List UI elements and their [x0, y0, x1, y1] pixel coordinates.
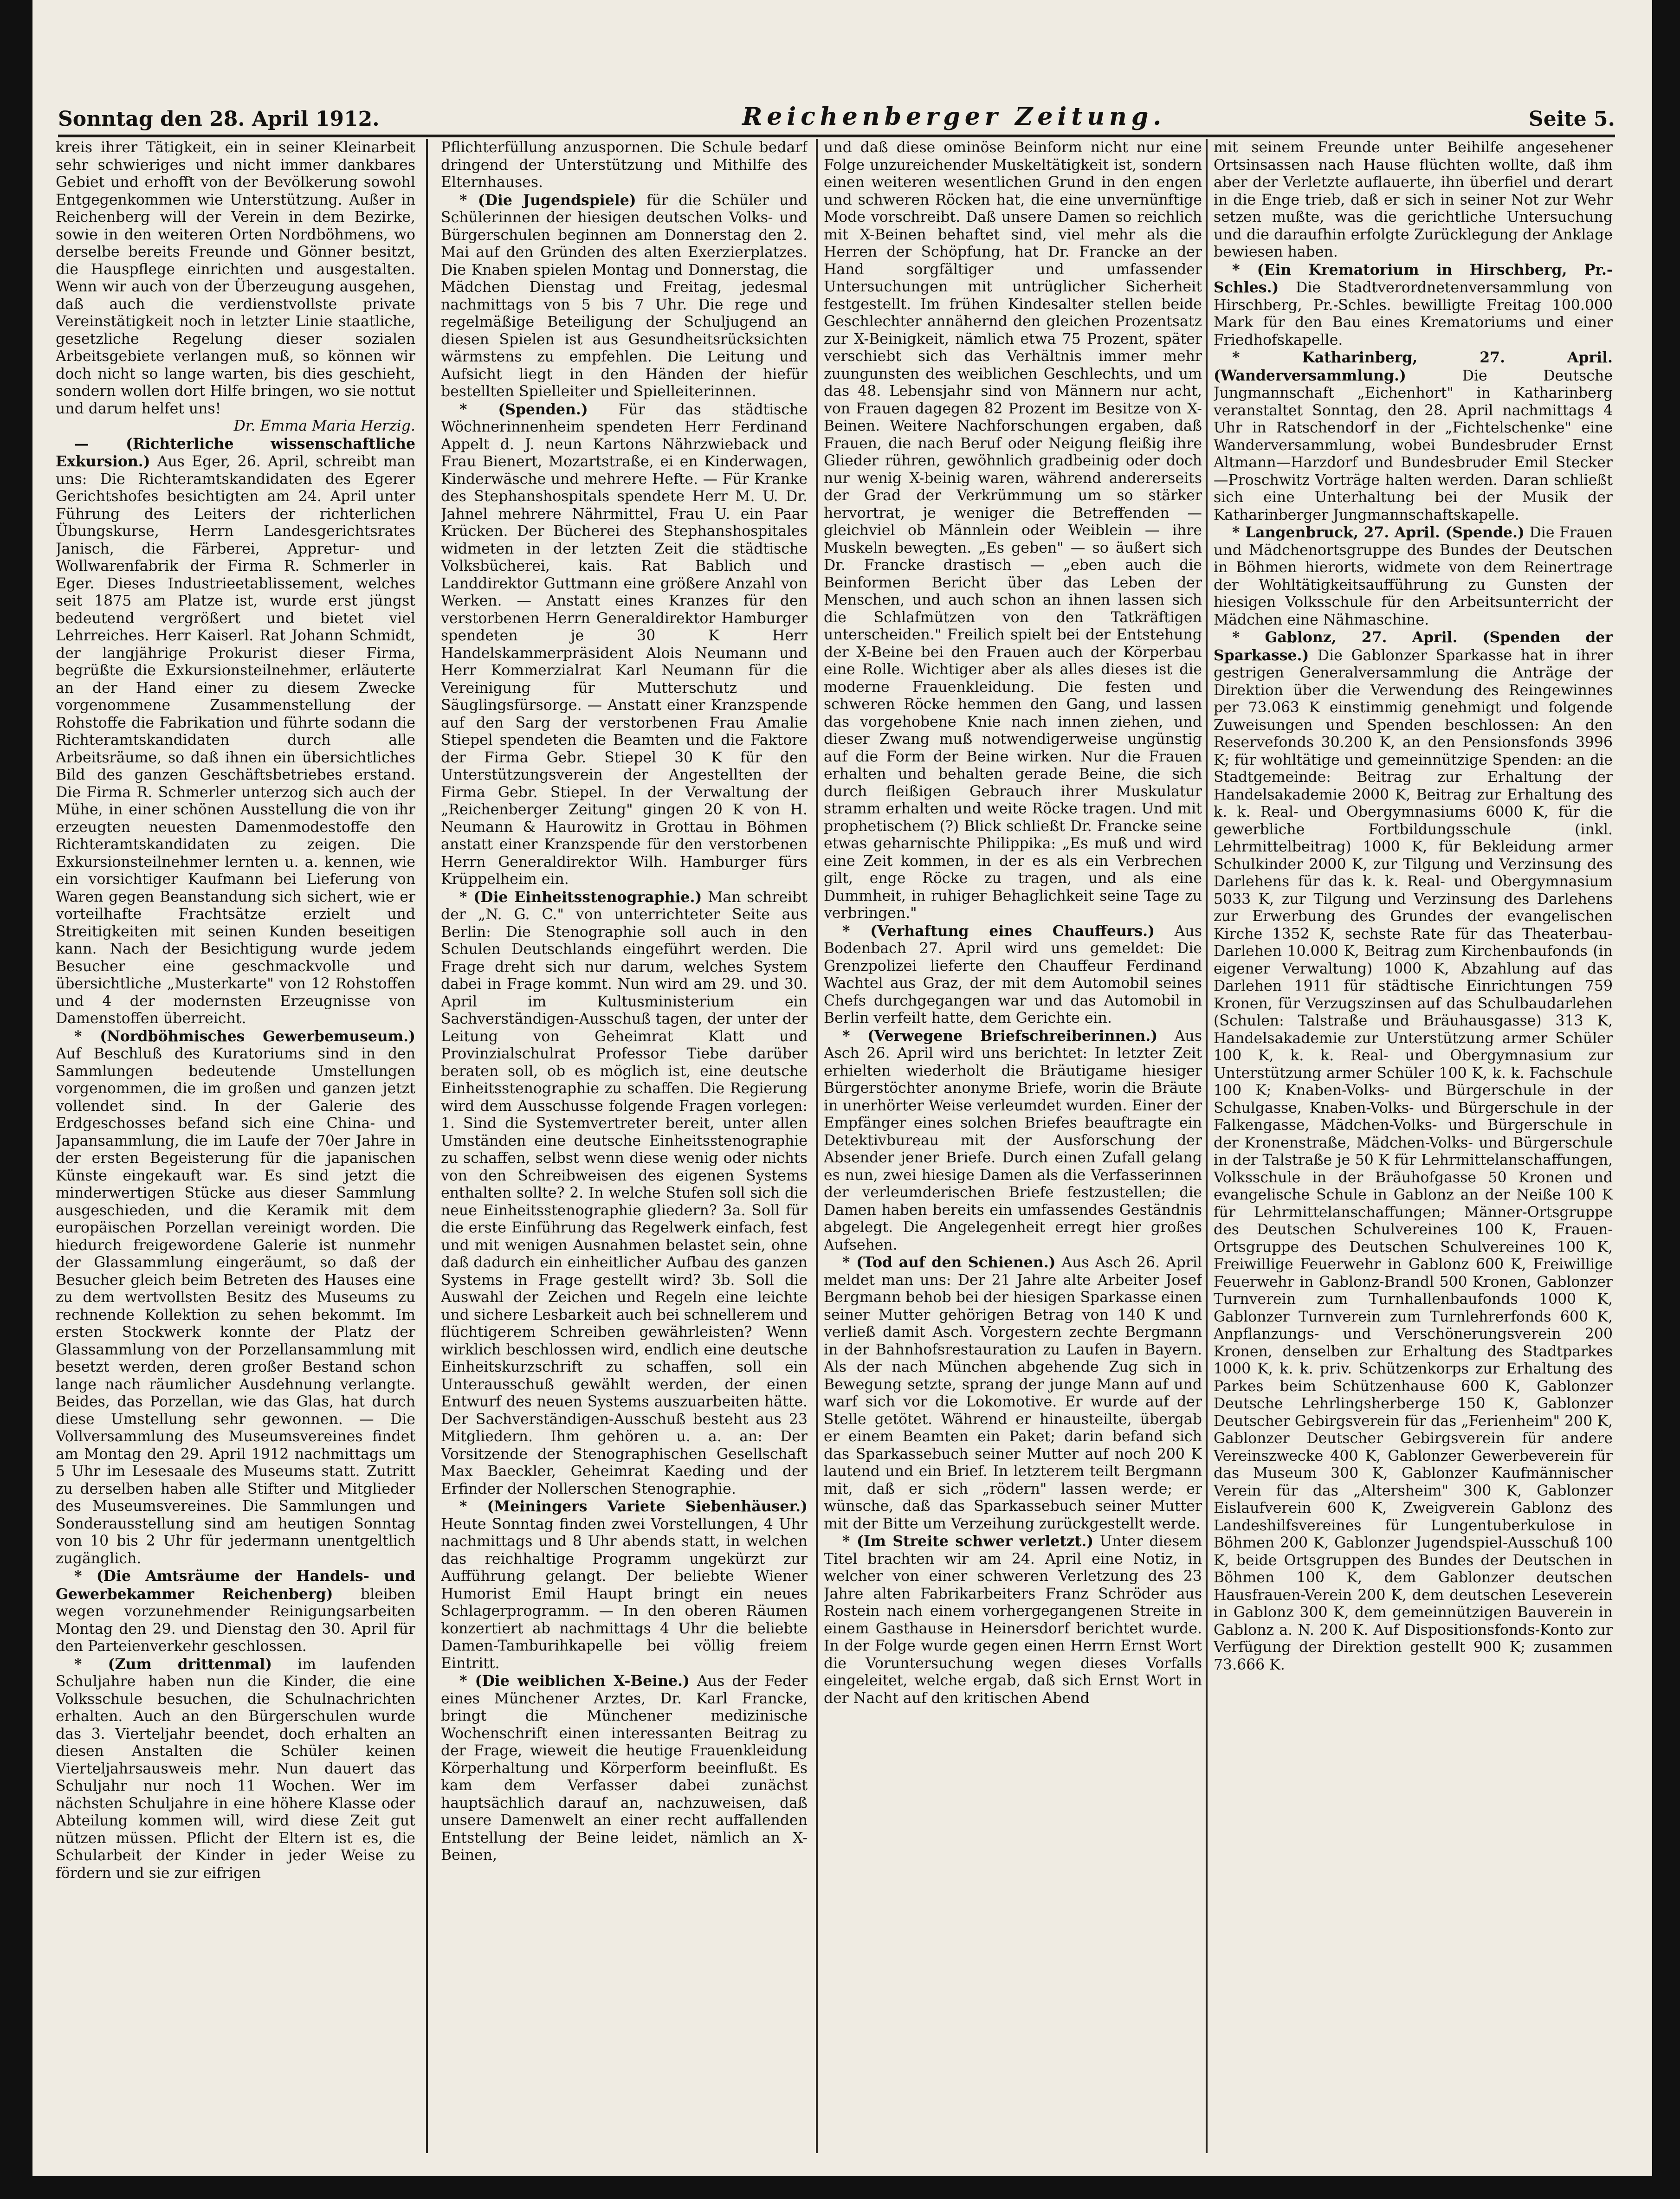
article-heading: * (Die Jugendspiele) [459, 191, 636, 209]
article-heading: * (Verwegene Briefschreiberinnen.) [842, 1027, 1158, 1045]
article-heading: — (Richterliche wissenschaftliche Exkursion.) [56, 435, 415, 470]
article-heading: * Gablonz, 27. April. (Spenden der Sparkasse.) [1214, 629, 1613, 664]
article-heading: * (Nordböhmisches Gewerbemuseum.) [74, 1027, 415, 1045]
article-heading: * (Spenden.) [459, 400, 588, 418]
scan-border-left [0, 0, 32, 2199]
article-text: Aus Bodenbach 27. April wird uns gemeldet: Die Grenzpolizei lieferte den Chauffeur Ferdinand Wachtel aus Graz, der mit dem Automobil seines Chefs durchgegangen war und das Automobil in Berlin verfeilt hatte, dem Gerichte ein. [824, 922, 1202, 1026]
article-text: Man schreibt der „N. G. C." von unterrichteter Seite aus Berlin: Die Stenographie soll auch in den Schulen Deutschlands eingeführt werden. Die Frage dreht sich nur darum, welches System dabei in Frage kommt. Nun wird am 29. und 30. April im Kultusministerium ein Sachverständigen-Ausschuß tagen, der unter der Leitung von Geheimrat Klatt und Provinzialschulrat Professor Tiebe darüber beraten soll, ob es möglich ist, eine deutsche Einheitsstenographie zu schaffen. Die Regierung wird dem Ausschusse folgende Fragen vorlegen: 1. Sind die Systemvertreter bereit, unter allen Umständen eine deutsche Einheitsstenographie zu schaffen, selbst wenn diese wenig oder nichts von den Schreibweisen des eigenen Systems enthalten sollte? 2. In welche Stufen soll sich die neue Einheitsstenographie gliedern? 3a. Soll für die erste Einführung das Regelwerk einfach, fest und mit wenigen Ausnahmen belastet sein, ohne daß dadurch ein einheitlicher Aufbau des ganzen Systems in Frage gestellt wird? 3b. Soll die Auswahl der Zeichen und Regeln eine leichte und sichere Lesbarkeit auch bei schnellerem und flüchtigerem Schreiben gewährleisten? Wenn wirklich beschlossen wird, endlich eine deutsche Einheitskurzschrift zu schaffen, soll ein Unterausschuß gewählt werden, der einen Entwurf des neuen Systems auszuarbeiten hätte. Der Sachverständigen-Ausschuß besteht aus 23 Mitgliedern. Ihm gehören u. a. an: Der Vorsitzende der Stenographischen Gesellschaft Max Baeckler, Geheimrat Kaeding und der Erfinder der Nollerschen Stenographie. [441, 889, 808, 1497]
article-paragraph [824, 1254, 1202, 1533]
article-text: Aus Eger, 26. April, schreibt man uns: Die Richteramtskandidaten des Egerer Gerichtshofes besichtigten am 24. April unter Führung des Leiters der richterlichen Übungskurse, Herrn Landesgerichtsrates Janisch, die Färberei, Appretur- und Wollwarenfabrik der Firma R. Schmerler in Eger. Dieses Industrieetablissement, welches seit 1875 am Platze ist, wurde erst jüngst bedeutend vergrößert und bietet viel Lehrreiches. Herr Kaiserl. Rat Johann Schmidt, der langjährige Prokurist dieser Firma, begrüßte die Exkursionsteilnehmer, erläuterte an der Hand einer zu diesem Zwecke vorgenommene Zusammenstellung der Rohstoffe die Fabrikation und führte sodann die Richteramtskandidaten durch alle Arbeitsräume, so daß ihnen ein übersichtliches Bild des ganzen Geschäftsbetriebes erstand. Die Firma R. Schmerler unterzog sich auch der Mühe, in einer schönen Ausstellung die von ihr erzeugten neuesten Damenmodestoffe den Richteramtskandidaten zu zeigen. Die Exkursionsteilnehmer lernten u. a. kennen, wie ein vorsichtiger Kaufmann bei Lieferung von Waren gegen Beanstandung sich sichert, wie er vorteilhafte Frachtsätze erzielt und Streitigkeiten mit seinen Kunden beseitigen kann. Nach der Besichtigung wurde jedem Besucher eine geschmackvolle und übersichtliche „Musterkarte" von 12 Rohstoffen und 4 der modernsten Erzeugnisse von Damenstoffen überreicht. [56, 453, 415, 1027]
article-paragraph [1214, 261, 1613, 349]
article-text: kreis ihrer Tätigkeit, ein in seiner Kleinarbeit sehr schwieriges und nicht immer dankbares Gebiet und erhofft von der Bevölkerung sowohl Entgegenkommen wie Unterstützung. Außer in Reichenberg will der Verein in dem Bezirke, sowie in den weiteren Orten Nordböhmens, wo derselbe bereits Freunde und Gönner besitzt, die Hauspflege einrichten und ausgestalten. Wenn wir auch von der Überzeugung ausgehen, daß auch die verdienstvollste private Vereinstätigkeit noch in letzter Linie staatliche, gesetzliche Regelung dieser sozialen Arbeitsgebiete verlangen muß, so können wir doch nicht so lange warten, bis dies geschieht, sondern wollen dort Hilfe bringen, wo sie nottut und darum helfet uns! [56, 139, 415, 417]
article-text: Auf Beschluß des Kuratoriums sind in den Sammlungen bedeutende Umstellungen vorgenommen, die im großen und ganzen jetzt vollendet sind. In der Galerie des Erdgeschosses befand sich eine China- und Japansammlung, die im Laufe der 70er Jahre in der ersten Begeisterung für die japanischen Künste eingekauft war. Es sind jetzt die minderwertigen Stücke aus dieser Sammlung ausgeschieden, und die Keramik mit dem europäischen Porzellan vereinigt worden. Die hiedurch freigewordene Galerie ist nunmehr der Glassammlung eingeräumt, so daß der Besucher gleich beim Betreten des Hauses eine zu dem wertvollsten Besitz des Museums zu rechnende Kollektion zu sehen bekommt. Im ersten Stockwerk konnte der Platz der Glassammlung von der Porzellansammlung mit besetzt werden, deren großer Bestand schon lange nach räumlicher Ausdehnung verlangte. Beides, das Porzellan, wie das Glas, hat durch diese Umstellung sehr gewonnen. — Die Vollversammlung des Museumsvereines findet am Montag den 29. April 1912 nachmittags um 5 Uhr im Lesesaale des Museums statt. Zutritt zu derselben haben alle Stifter und Mitglieder des Museumsvereines. Die Sammlungen und Sonderausstellung sind am heutigen Sonntag von 10 bis 2 Uhr für jedermann unentgeltlich zugänglich. [56, 1045, 415, 1567]
column-divider [816, 139, 818, 2153]
article-heading: * (Verhaftung eines Chauffeurs.) [842, 922, 1155, 940]
article-heading: * (Meiningers Variete Siebenhäuser.) [459, 1498, 808, 1515]
article-text: Die Deutsche Jungmannschaft „Eichenhort" in Katharinberg veranstaltet Sonntag, den 28. April nachmittags 4 Uhr in Ratschendorf in der „Fichtelschenke" eine Wanderversammlung, wobei Bundesbruder Ernst Altmann—Harzdorf und Bundesbruder Emil Stecker—Proschwitz Vorträge halten werden. Daran schließt sich eine Unterhaltung bei der Musik der Katharinberger Jungmannschaftskapelle. [1214, 367, 1613, 523]
article-heading: * Langenbruck, 27. April. (Spende.) [1232, 524, 1525, 541]
article-text: Die Gablonzer Sparkasse hat in ihrer gestrigen Generalversammlung die Anträge der Direktion über die Verwendung des Reingewinnes per 73.063 K einstimmig genehmigt und folgende Zuweisungen und Spenden beschlossen: An den Reservefonds 30.200 K, an den Pensionsfonds 3996 K; für wohltätige und gemeinnützige Spenden: an die Stadtgemeinde: Beitrag zur Erhaltung der Handelsakademie 2000 K, Beitrag zur Erhaltung des k. k. Real- und Obergymnasiums 6000 K, für die gewerbliche Fortbildungsschule (inkl. Lehrmittelbeitrag) 1000 K, für Bekleidung armer Schulkinder 2000 K, zur Tilgung und Verzinsung des Darlehens für das k. k. Real- und Obergymnasium 5033 K, zur Tilgung und Verzinsung des Darlehens zur Erwerbung des Grundes der evangelischen Kirche 1352 K, sechste Rate für das Theaterbau-Darlehen 10.000 K, Beitrag zum Kirchenbaufonds (in eigener Verwaltung) 1000 K, Abzahlung auf das Darlehen 1911 für städtische Einrichtungen 759 Kronen, für Verzugszinsen auf das Schulbaudarlehen (Schulen: Talstraße und Bräuhausgasse) 313 K, Handelsakademie zur Unterstützung armer Schüler 100 K, k. k. Real- und Obergymnasium zur Unterstützung armer Schüler 100 K, k. k. Fachschule 100 K; Knaben-Volks- und Bürgerschule in der Schulgasse, Knaben-Volks- und Bürgerschule in der Falkengasse, Mädchen-Volks- und Bürgerschule in der Kronenstraße, Mädchen-Volks- und Bürgerschule in der Talstraße je 50 K für Lehrmittelanschaffungen, Volksschule in der Bräuhofgasse 50 Kronen und evangelische Schule in Gablonz an der Neiße 100 K für Lehrmittelanschaffungen; Männer-Ortsgruppe des Deutschen Schulvereines 100 K, Frauen-Ortsgruppe des Deutschen Schulvereines 100 K, Freiwillige Feuerwehr in Gablonz 600 K, Freiwillige Feuerwehr in Gablonz-Brandl 500 Kronen, Gablonzer Turnverein zum Turnhallenbaufonds 1000 K, Gablonzer Turnverein zum Turnlehrerfonds 600 K, Anpflanzungs- und Verschönerungsverein 200 Kronen, denselben zur Erhaltung des Stadtparkes 1000 K, k. k. priv. Schützenkorps zur Erhaltung des Parkes beim Schützenhause 600 K, Gablonzer Deutsche Lehrlingsherberge 150 K, Gablonzer Deutscher Gebirgsverein für das „Ferienheim" 200 K, Gablonzer Deutscher Gebirgsverein für andere Vereinszwecke 400 K, Gablonzer Gewerbeverein für das Museum 300 K, Gablonzer Kaufmännischer Verein für das „Altersheim" 300 K, Gablonzer Eislaufverein 600 K, Zweigverein Gablonz des Landeshilfsvereines für Lungentuberkulose in Böhmen 200 K, Gablonzer Jugendspiel-Ausschuß 100 K, beide Ortsgruppen des Bundes der Deutschen in Böhmen 100 K, dem Gablonzer deutschen Hausfrauen-Verein 200 K, dem deutschen Leseverein in Gablonz 300 K, dem gemeinnützigen Bauverein in Gablonz a. N. 200 K. Auf Dispositionsfonds-Konto zur Verfügung der Direktion gestellt 900 K; zusammen 73.666 K. [1214, 647, 1613, 1673]
article-text: Heute Sonntag finden zwei Vorstellungen, 4 Uhr nachmittags und 8 Uhr abends statt, in welchen das reichhaltige Programm ungekürzt zur Aufführung gelangt. Der beliebte Wiener Humorist Emil Haupt bringt ein neues Schlagerprogramm. — In den oberen Räumen konzertiert ab nachmittags 4 Uhr die beliebte Damen-Tamburihkapelle bei völlig freiem Eintritt. [441, 1515, 808, 1672]
article-paragraph [441, 139, 808, 192]
article-text: Dr. Emma Maria Herzig. [233, 418, 415, 434]
article-signature [56, 418, 415, 435]
page-number: Seite 5. [1528, 107, 1615, 131]
article-text: Aus Asch 26. April meldet man uns: Der 21 Jahre alte Arbeiter Josef Bergmann behob bei der hiesigen Sparkasse einen seiner Mutter gehörigen Betrag von 140 K und verließ damit Asch. Vorgestern zechte Bergmann in der Bahnhofsrestauration zu Laufen in Bayern. Als der nach München abgehende Zug sich in Bewegung setzte, sprang der junge Mann auf und warf sich vor die Lokomotive. Er wurde auf der Stelle getötet. Während er hinausteilte, übergab er einem Beamten ein Paket; darin befand sich das Sparkassebuch seiner Mutter auf noch 200 K lautend und ein Brief. In letzterem teilt Bergmann mit, daß er sich „rödern" lassen werde; er wünsche, daß das Sparkassebuch seiner Mutter mit der Bitte um Verzeihung zurückgestellt werde. [824, 1254, 1202, 1532]
column-1 [56, 139, 415, 2153]
article-paragraph [441, 1672, 808, 1864]
article-paragraph [56, 139, 415, 418]
article-text: Pflichterfüllung anzuspornen. Die Schule bedarf dringend der Unterstützung und Mithilfe des Elternhauses. [441, 139, 808, 191]
article-paragraph [1214, 629, 1613, 1674]
article-text: Unter diesem Titel brachten wir am 24. April eine Notiz, in welcher von einer schweren Verletzung des 23 Jahre alten Fabrikarbeiters Franz Schröder aus Rostein nach einem vorhergegangenen Streite in einem Gasthause in Heinersdorf berichtet wurde. In der Folge wurde gegen einen Herrn Ernst Wort die Voruntersuchung wegen dieses Vorfalls eingeleitet, welche ergab, daß sich Ernst Wort in der Nacht auf den kritischen Abend [824, 1533, 1202, 1707]
article-paragraph [56, 1656, 415, 1883]
column-divider [1206, 139, 1208, 2153]
article-paragraph [441, 1498, 808, 1672]
article-text: Aus Asch 26. April wird uns berichtet: In letzter Zeit erhielten wiederholt die Bräutigame hiesiger Bürgerstöchter anonyme Briefe, worin die Bräute in unerhörter Weise verleumdet wurden. Einer der Empfänger eines solchen Briefes beauftragte ein Detektivbureau mit der Ausforschung der Absender jener Briefe. Durch einen Zufall gelang es nun, zwei hiesige Damen als die Verfasserinnen der verleumderischen Briefe festzustellen; die Damen haben bereits ein umfassendes Geständnis abgelegt. Die Angelegenheit erregt hier großes Aufsehen. [824, 1027, 1202, 1253]
article-text: und daß diese ominöse Beinform nicht nur eine Folge unzureichender Muskeltätigkeit ist, sondern einen weiteren wesentlichen Grund in den engen und schweren Röcken hat, die eine unvernünftige Mode vorschreibt. Daß unsere Damen so reichlich mit X-Beinen behaftet sind, viel mehr als die Herren der Schöpfung, hat Dr. Francke an der Hand sorgfältiger und umfassender Untersuchungen mit untrüglicher Sicherheit festgestellt. Im frühen Kindesalter stellen beide Geschlechter annähernd den gleichen Prozentsatz zur X-Beinigkeit, nämlich etwa 75 Prozent, später verschiebt sich das Verhältnis immer mehr zuungunsten des weiblichen Geschlechts, und um das 48. Lebensjahr sind von Männern nur acht, von Frauen dagegen 82 Prozent im Besitze von X-Beinen. Weitere Nachforschungen ergaben, daß Frauen, die nach Beruf oder Neigung fleißig ihre Glieder rühren, gewöhnlich gradbeinig oder doch nur wenig X-beinig waren, während andererseits der Grad der Verkrümmung um so stärker hervortrat, je weniger die Betreffenden — gleichviel ob Männlein oder Weiblein — ihre Muskeln bewegten. „Es geben" — so äußert sich Dr. Francke drastisch — „eben auch die Beinformen Bericht über das Leben der Menschen, und auch schon an ihnen lassen sich die Schlafmützen von den Tatkräftigen unterscheiden." Freilich spielt bei der Entstehung der X-Beine bei den Frauen auch der Körperbau eine Rolle. Wichtiger aber als alles dieses ist die moderne Frauenkleidung. Die festen und schweren Röcke hemmen den Gang, und lassen das vorgehobene Knie nach innen ziehen, und dieser Zwang muß notwendigerweise ungünstig auf die Form der Beine wirken. Nur die Frauen erhalten und behalten gerade Beine, die sich durch fleißigen Gebrauch ihrer Muskulatur stramm erhalten und weite Röcke tragen. Und mit prophetischem (?) Blick schließt Dr. Francke seine etwas geharnischte Philippika: „Es muß und wird eine Zeit kommen, in der es als ein Verbrechen gilt, enge Röcke zu tragen, und als eine Dummheit, in ruhiger Behaglichkeit seine Tage zu verbringen." [824, 139, 1202, 922]
article-paragraph [1214, 349, 1613, 524]
article-heading: * (Die Einheitsstenographie.) [459, 888, 702, 906]
masthead [58, 98, 1615, 131]
issue-date: Sonntag den 28. April 1912. [58, 107, 380, 131]
article-heading: * (Zum drittenmal) [74, 1655, 272, 1673]
article-text: Aus der Feder eines Münchener Arztes, Dr. Karl Francke, bringt die Münchener medizinische Wochenschrift einen interessanten Beitrag zu der Frage, wieweit die heutige Frauenkleidung Körperhaltung und Körperform beeinflußt. Es kam dem Verfasser dabei zunächst hauptsächlich darauf an, nachzuweisen, daß unsere Damenwelt an einer recht auffallenden Entstellung der Beine leidet, nämlich an X-Beinen, [441, 1673, 808, 1864]
scan-border-bottom [0, 2176, 1680, 2199]
article-heading: * Katharinberg, 27. April. (Wanderversammlung.) [1214, 349, 1613, 384]
masthead-rule [58, 135, 1615, 137]
scan-border-right [1652, 0, 1680, 2199]
article-paragraph [824, 922, 1202, 1027]
article-text: Die Stadtverordnetenversammlung von Hirschberg, Pr.-Schles. bewilligte Freitag 100.000 Mark für den Bau eines Krematoriums und einer Friedhofskapelle. [1214, 279, 1613, 348]
article-text: mit seinem Freunde unter Beihilfe angesehener Ortsinsassen nach Hause flüchten wollte, daß ihm aber der Verletzte auflauerte, ihn überfiel und derart in die Enge trieb, daß er sich in seiner Not zur Wehr setzen mußte, was die gerichtliche Untersuchung und die daraufhin erfolgte Zurücklegung der Anklage bewiesen haben. [1214, 139, 1613, 260]
article-paragraph [441, 401, 808, 889]
article-text: bleiben wegen vorzunehmender Reinigungsarbeiten Montag den 29. und Dienstag den 30. April für den Parteienverkehr geschlossen. [56, 1586, 415, 1655]
article-paragraph [56, 1567, 415, 1656]
article-text: für die Schüler und Schülerinnen der hiesigen deutschen Volks- und Bürgerschulen beginnen am Donnerstag den 2. Mai auf den Gründen des alten Exerzierplatzes. Die Knaben spielen Montag und Donnerstag, die Mädchen Dienstag und Freitag, jedesmal nachmittags von 5 bis 7 Uhr. Die rege und regelmäßige Beteiligung der Schuljugend an diesen Spielen ist aus Gesundheitsrücksichten wärmstens zu empfehlen. Die Leitung und Aufsicht liegt in den Händen der hiefür bestellten Spielleiter und Spielleiterinnen. [441, 192, 808, 400]
column-4 [1214, 139, 1613, 2153]
article-heading: * (Im Streite schwer verletzt.) [842, 1533, 1094, 1550]
article-text: im laufenden Schuljahre haben nun die Kinder, die eine Volksschule besuchen, die Schulnachrichten erhalten. Auch an den Bürgerschulen wurde das 3. Vierteljahr beendet, doch erhalten an diesen Anstalten die Schüler keinen Vierteljahrsausweis mehr. Nun dauert das Schuljahr nur noch 11 Wochen. Wer im nächsten Schuljahre in eine höhere Klasse oder Abteilung kommen will, wird diese Zeit gut nützen müssen. Pflicht der Eltern ist es, die Schularbeit der Kinder in jeder Weise zu fördern und sie zur eifrigen [56, 1656, 415, 1882]
article-heading: * (Die weiblichen X-Beine.) [459, 1672, 690, 1690]
article-text: Die Frauen und Mädchenortsgruppe des Bundes der Deutschen in Böhmen hierorts, widmete von dem Reinertrage der Wohltätigkeitsaufführung zu Gunsten der hiesigen Volksschule für den Arbeitsunterricht der Mädchen eine Nähmaschine. [1214, 524, 1613, 628]
article-paragraph [441, 192, 808, 401]
article-paragraph [824, 1533, 1202, 1707]
article-heading: * (Ein Krematorium in Hirschberg, Pr.-Schles.) [1214, 261, 1613, 296]
article-text: Für das städtische Wöchnerinnenheim spendeten Herr Ferdinand Appelt d. J. neun Kartons Nährzwieback und Frau Bienert, Mozartstraße, ei en Kinderwagen, Kinderwäsche und mehrere Hefte. — Für Kranke des Stephanshospitals spendete Herr M. U. Dr. Jahnel mehrere Nährmittel, Frau U. ein Paar Krücken. Der Bücherei des Stephanshospitales widmeten in der letzten Zeit die städtische Volksbücherei, kais. Rat Bablich und Landdirektor Guttmann eine größere Anzahl von Werken. — Anstatt eines Kranzes für den verstorbenen Herrn Generaldirektor Hamburger spendeten je 30 K Herr Handelskammerpräsident Alois Neumann und Herr Kommerzialrat Karl Neumann für die Vereinigung für Mutterschutz und Säuglingsfürsorge. — Anstatt einer Kranzspende auf den Sarg der verstorbenen Frau Amalie Stiepel spendeten die Beamten und die Faktore der Firma Gebr. Stiepel 30 K für den Unterstützungsverein der Angestellten der Firma Gebr. Stiepel. In der Verwaltung der „Reichenberger Zeitung" gingen 20 K von H. Neumann & Haurowitz in Grottau in Böhmen anstatt einer Kranzspende für den verstorbenen Herrn Generaldirektor Wilh. Hamburger fürs Krüppelheim ein. [441, 401, 808, 888]
article-heading: * (Die Amtsräume der Handels- und Gewerbekammer Reichenberg) [56, 1567, 415, 1603]
article-paragraph [824, 1027, 1202, 1254]
article-paragraph [56, 1028, 415, 1568]
column-2 [441, 139, 808, 2153]
article-heading: * (Tod auf den Schienen.) [842, 1254, 1056, 1271]
article-paragraph [1214, 524, 1613, 629]
column-divider [426, 139, 428, 2153]
article-paragraph [1214, 139, 1613, 261]
column-3 [824, 139, 1202, 2153]
article-paragraph [441, 889, 808, 1498]
newspaper-title: Reichenberger Zeitung. [742, 103, 1166, 131]
article-paragraph [824, 139, 1202, 922]
article-paragraph [56, 435, 415, 1028]
